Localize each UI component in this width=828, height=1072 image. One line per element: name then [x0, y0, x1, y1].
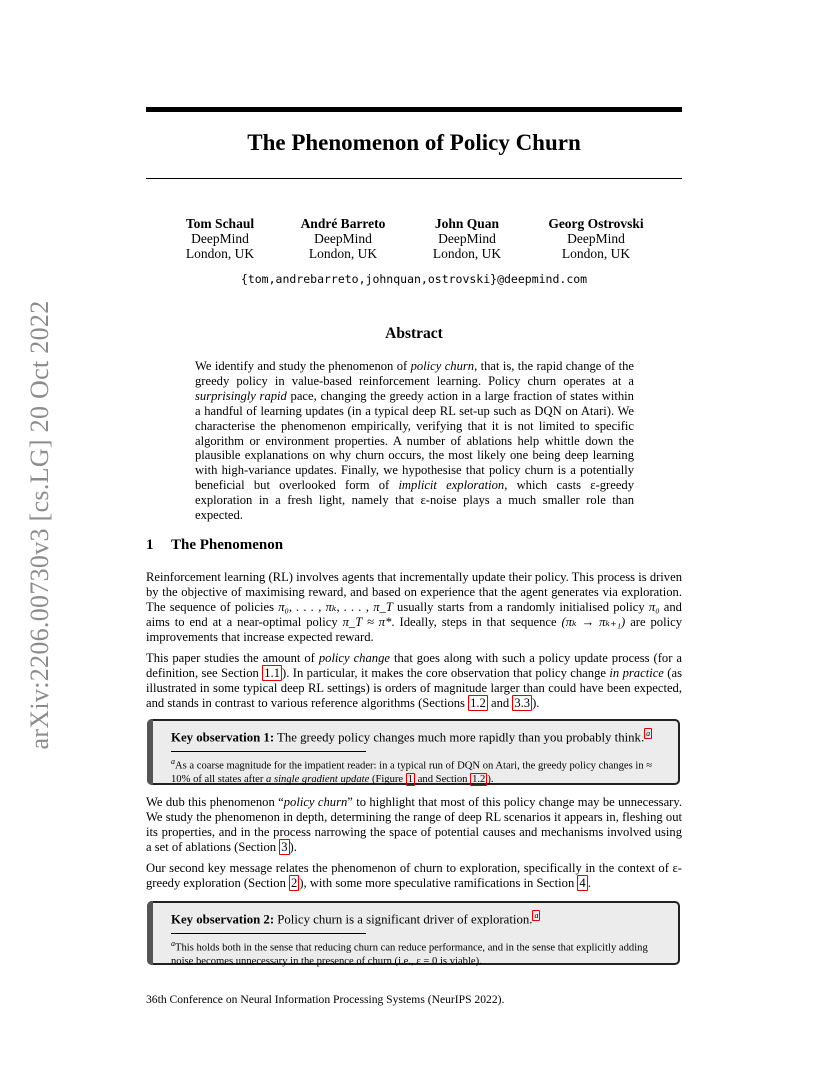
text-run: and Section — [415, 773, 471, 785]
observation-label: Key observation 1: — [171, 730, 275, 745]
section-link[interactable]: 3.3 — [514, 696, 531, 710]
emphasis: policy churn — [283, 795, 348, 809]
emphasis: policy churn — [410, 359, 475, 373]
text-run: (as illustrated in some typical deep RL settings) is orders of magnitude larger than could have been expected, and stands in contrast to various reference algorithms (Sections — [146, 666, 682, 710]
emphasis: surprisingly rapid — [195, 388, 287, 403]
text-run: and aims to end at a near-optimal policy — [146, 600, 682, 629]
key-observation-2-box — [147, 901, 680, 965]
observation-label: Key observation 2: — [171, 912, 275, 927]
abstract-heading: Abstract — [385, 325, 443, 342]
author-location: London, UK — [185, 246, 255, 261]
footnote-rule — [171, 751, 366, 752]
paragraph-3 — [146, 795, 682, 855]
arxiv-identifier[interactable]: arXiv:2206.00730v3 [cs.LG] 20 Oct 2022 — [25, 300, 54, 750]
text-run: and — [487, 696, 513, 710]
author-org: DeepMind — [314, 231, 372, 246]
text-run: (Figure — [369, 773, 406, 785]
text-run: that goes along with such a policy update process (for a definition, see Section — [146, 651, 682, 680]
footnote-link[interactable]: a — [534, 911, 539, 920]
key-observation-1-box — [147, 719, 680, 785]
key-observation-1 — [171, 726, 658, 745]
observation-text: The greedy policy changes much more rapidly than you probably think. — [274, 730, 645, 745]
text-run: are policy improvements that increase expected reward. — [146, 615, 682, 644]
footnote-rule — [171, 933, 366, 934]
author-4 — [516, 216, 676, 261]
paragraph-4 — [146, 861, 682, 891]
section-link[interactable]: 2 — [291, 876, 298, 890]
text-run: ), with some more speculative ramifications in Section — [299, 876, 578, 890]
emphasis: a single gradient update — [266, 773, 370, 785]
text-run: . — [587, 876, 591, 890]
author-location: London, UK — [308, 246, 378, 261]
author-org: DeepMind — [567, 231, 625, 246]
author-location: London, UK — [432, 246, 502, 261]
footnote-mark: a — [171, 757, 175, 767]
footnote-2 — [171, 937, 658, 968]
author-name: Georg Ostrovski — [548, 216, 644, 231]
text-run: ). — [532, 696, 540, 710]
footnote-link[interactable]: a — [646, 729, 651, 738]
author-location: London, UK — [561, 246, 631, 261]
math: (πₖ → πₖ₊₁) — [561, 615, 626, 629]
figure-link[interactable]: 1 — [407, 773, 414, 785]
key-observation-2 — [171, 908, 658, 927]
text-run: Reinforcement learning (RL) involves agents that incrementally update their policy. This process is driven by the objective of maximising reward, and based on experience that the agent generates via exploration. The sequence of policies — [146, 570, 682, 614]
paragraph-1 — [146, 570, 682, 645]
math: π₀ — [648, 600, 660, 614]
section-link[interactable]: 4 — [579, 876, 586, 890]
text-run: ” to highlight that most of this policy change may be unnecessary. We study the phenomenon in depth, determining the range of deep RL scenarios it appears in, fleshing out its properties, and in the process narrowing the space of potential causes and mechanisms involved using a set of ablations (Section — [146, 795, 682, 854]
text-run: This holds both in the sense that reducing churn can reduce performance, and in the sense that explicitly adding noise becomes unnecessary in the presence of churn (i.e., ε = 0 is viable). — [171, 942, 648, 967]
section-number: 1 — [146, 537, 154, 553]
author-org: DeepMind — [438, 231, 496, 246]
footnote-1 — [171, 755, 658, 786]
title-top-rule — [146, 107, 682, 112]
author-name: John Quan — [434, 216, 500, 231]
text-run: This paper studies the amount of — [146, 651, 319, 665]
conference-footer: 36th Conference on Neural Information Processing Systems (NeurIPS 2022). — [146, 993, 505, 1006]
text-run: We identify and study the phenomenon of — [195, 359, 411, 373]
author-name: Tom Schaul — [185, 216, 255, 231]
abstract-text — [195, 359, 634, 523]
text-run: usually starts from a randomly initialised policy — [392, 600, 649, 614]
text-run: As a coarse magnitude for the impatient reader: in a typical run of DQN on Atari, the greedy policy changes in ≈ 10% of all states after — [171, 760, 653, 785]
text-run: Our second key message relates the phenomenon of churn to exploration, specifically in the context of ε-greedy exploration (Section — [146, 861, 682, 890]
emphasis: policy change — [318, 651, 390, 665]
section-heading — [146, 537, 283, 554]
math: π₀, . . . , πₖ, . . . , π_T — [278, 600, 393, 614]
math: π_T ≈ π* — [342, 615, 392, 629]
author-org: DeepMind — [191, 231, 249, 246]
author-name: André Barreto — [300, 216, 386, 231]
text-run: , which casts ε-greedy exploration in a fresh light, namely that ε-noise plays a much smaller role than expected. — [195, 478, 634, 523]
emphasis: implicit exploration — [398, 478, 505, 493]
text-run: ). In particular, it makes the core observation that policy change — [282, 666, 610, 680]
text-run: ). — [487, 773, 494, 785]
text-run: ). — [289, 840, 297, 854]
section-title: The Phenomenon — [171, 537, 284, 553]
text-run: . Ideally, steps in that sequence — [391, 615, 562, 629]
text-run: , that is, the rapid change of the greedy policy in value-based reinforcement learning. Policy churn operates at a — [195, 359, 634, 388]
emphasis: in practice — [609, 666, 664, 680]
paper-title: The Phenomenon of Policy Churn — [247, 130, 581, 155]
text-run: pace, changing the greedy action in a large fraction of states within a handful of learning updates (in a typical deep RL set-up such as DQN on Atari). We characterise the phenomenon empirically, verifying that it is not limited to specific algorithm or environment properties. A number of ablations help whittle down the plausible explanations on why churn occurs, the most likely one being deep learning with high-variance updates. Finally, we hypothesise that policy churn is a potentially beneficial but overlooked form of — [195, 388, 634, 493]
text-run: We dub this phenomenon “ — [146, 795, 284, 809]
section-link[interactable]: 1.1 — [264, 666, 280, 680]
title-bottom-rule — [146, 178, 682, 179]
section-link[interactable]: 3 — [281, 840, 288, 854]
paragraph-2 — [146, 651, 682, 711]
author-emails: {tom,andrebarreto,johnquan,ostrovski}@deepmind.com — [240, 272, 588, 286]
section-link[interactable]: 1.2 — [470, 696, 486, 710]
section-link[interactable]: 1.2 — [472, 773, 486, 785]
footnote-mark: a — [171, 939, 175, 949]
observation-text: Policy churn is a significant driver of exploration. — [274, 912, 533, 927]
